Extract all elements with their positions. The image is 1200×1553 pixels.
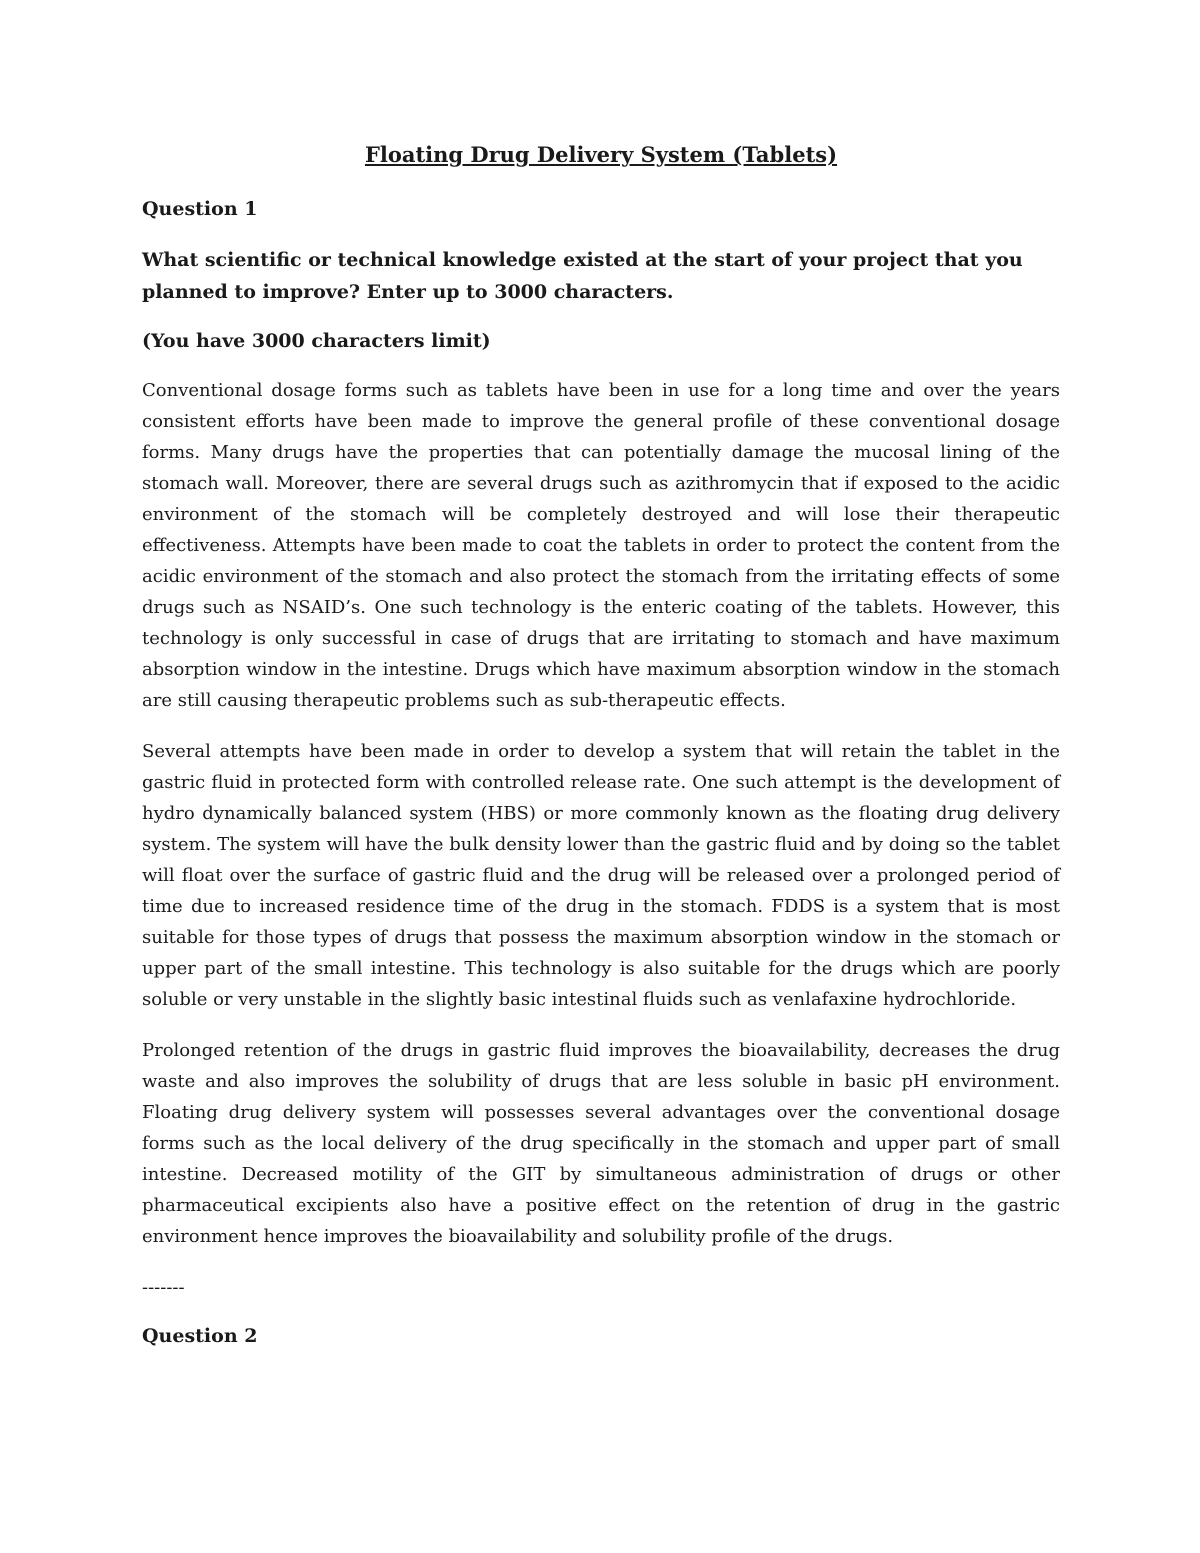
answer-paragraph-1: Conventional dosage forms such as tablets have been in use for a long time and over the years consistent efforts have been made to improve the general profile of these conventional dosage forms. Many drugs have the properties that can potentially damage the mucosal lining of the stomach wall. Moreover, there are several drugs such as azithromycin that if exposed to the acidic environment of the stomach will be completely destroyed and will lose their therapeutic effectiveness. Attempts have been made to coat the tablets in order to protect the content from the acidic environment of the stomach and also protect the stomach from the irritating effects of some drugs such as NSAID’s. One such technology is the enteric coating of the tablets. However, this technology is only successful in case of drugs that are irritating to stomach and have maximum absorption window in the intestine. Drugs which have maximum absorption window in the stomach are still causing therapeutic problems such as sub-therapeutic effects. (142, 380, 1060, 711)
document-page (142, 140, 1060, 1371)
question-1-text: What scientific or technical knowledge existed at the start of your project that you planned to improve? Enter up to 3000 characters. (142, 249, 1023, 303)
answer-paragraph-3: Prolonged retention of the drugs in gastric fluid improves the bioavailability, decreases the drug waste and also improves the solubility of drugs that are less soluble in basic pH environment. Floating drug delivery system will possesses several advantages over the conventional dosage forms such as the local delivery of the drug specifically in the stomach and upper part of small intestine. Decreased motility of the GIT by simultaneous administration of drugs or other pharmaceutical excipients also have a positive effect on the retention of drug in the gastric environment hence improves the bioavailability and solubility profile of the drugs. (142, 1040, 1060, 1247)
character-limit-note: (You have 3000 characters limit) (142, 330, 491, 352)
document-title: Floating Drug Delivery System (Tablets) (364, 142, 838, 167)
question-1-heading: Question 1 (142, 198, 258, 220)
question-2-heading: Question 2 (142, 1325, 258, 1347)
section-divider: ------- (142, 1277, 185, 1298)
answer-paragraph-2: Several attempts have been made in order to develop a system that will retain the tablet in the gastric fluid in protected form with controlled release rate. One such attempt is the development of hydro dynamically balanced system (HBS) or more commonly known as the floating drug delivery system. The system will have the bulk density lower than the gastric fluid and by doing so the tablet will float over the surface of gastric fluid and the drug will be released over a prolonged period of time due to increased residence time of the drug in the stomach. FDDS is a system that is most suitable for those types of drugs that possess the maximum absorption window in the stomach or upper part of the small intestine. This technology is also suitable for the drugs which are poorly soluble or very unstable in the slightly basic intestinal fluids such as venlafaxine hydrochloride. (142, 741, 1060, 1010)
